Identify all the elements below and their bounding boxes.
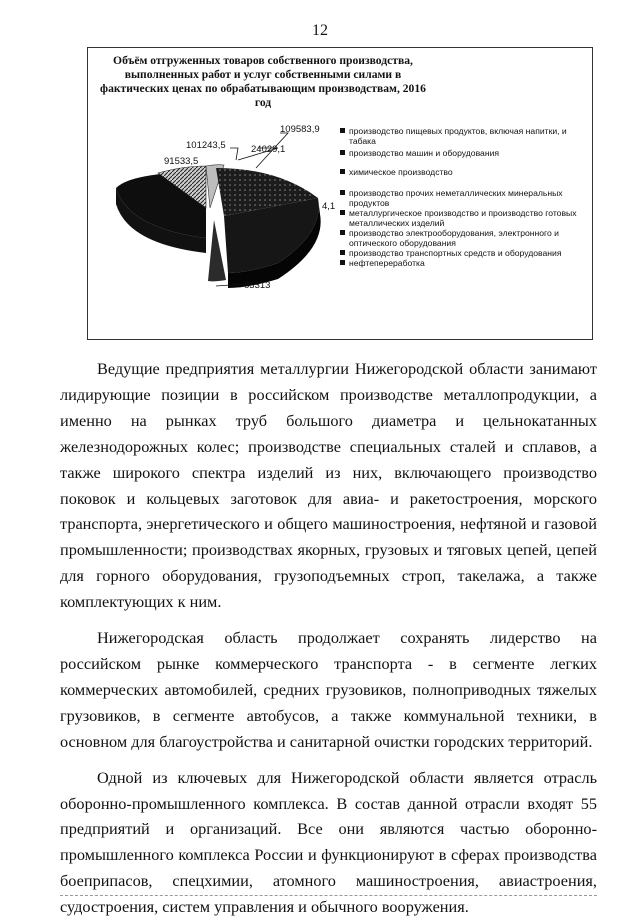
leader-line bbox=[230, 148, 238, 160]
legend-label: производство машин и оборудования bbox=[349, 148, 500, 158]
legend-marker bbox=[340, 150, 345, 155]
document-body bbox=[60, 356, 597, 920]
paragraph: Одной из ключевых для Нижегородской области является отрасль оборонно-промышленного комплекса. В состав данной отрасли входят 55 предприятий и организаций. Все они являются частью оборонно-промышленного комплекса России и функционируют в сферах производства боеприпасов, спецхимии, атомного машиностроения, авиастроения, судостроения, систем управления и обычного вооружения. bbox=[60, 767, 597, 917]
data-label: 101243,5 bbox=[186, 140, 226, 151]
legend-marker bbox=[340, 250, 345, 255]
pie-chart bbox=[87, 47, 593, 340]
legend-item bbox=[340, 188, 590, 208]
chart-legend bbox=[340, 126, 590, 274]
legend-label: металлургическое производство и производство готовых металлических изделий bbox=[349, 208, 577, 228]
legend-marker bbox=[340, 190, 345, 195]
page-number: 12 bbox=[312, 22, 328, 39]
data-label: 109583,9 bbox=[280, 124, 320, 135]
legend-item bbox=[340, 228, 590, 248]
data-label: 91533,5 bbox=[164, 156, 199, 167]
legend-item bbox=[340, 126, 590, 146]
chart-title-line: фактических ценах по обрабатывающим производствам, 2016 bbox=[100, 82, 426, 95]
legend-marker bbox=[340, 128, 345, 133]
data-label: 83313 bbox=[244, 280, 271, 291]
legend-marker bbox=[340, 230, 345, 235]
legend-item bbox=[340, 258, 590, 268]
legend-label: производство электрооборудования, электронного и оптического оборудования bbox=[349, 228, 559, 248]
page-bottom-edge bbox=[60, 895, 597, 896]
legend-marker bbox=[340, 169, 345, 174]
legend-item bbox=[340, 148, 590, 158]
legend-item bbox=[340, 248, 590, 258]
pie-slice-bottom bbox=[208, 220, 226, 281]
chart-title-line: год bbox=[254, 96, 272, 109]
data-label: 24029,1 bbox=[251, 144, 286, 155]
legend-item bbox=[340, 167, 590, 177]
legend-marker bbox=[340, 210, 345, 215]
chart-title-line: выполненных работ и услуг собственными силами в bbox=[124, 68, 402, 81]
legend-item bbox=[340, 208, 590, 228]
chart-title-line: Объём отгруженных товаров собственного производства, bbox=[113, 54, 413, 67]
legend-label: производство транспортных средств и оборудования bbox=[349, 248, 562, 258]
legend-label: производство пищевых продуктов, включая напитки, и табака bbox=[349, 126, 567, 146]
legend-label: нефтепереработка bbox=[349, 258, 425, 268]
legend-marker bbox=[340, 260, 345, 265]
paragraph: Ведущие предприятия металлургии Нижегородской области занимают лидирующие позиции в российском производстве металлопродукции, а именно на рынках труб большого диаметра и цельнокатанных железнодорожных колес; производстве специальных сталей и сплавов, а также широкого спектра изделий из них, включающего производство поковок и кольцевых заготовок для авиа- и ракетостроения, морского транспорта, энергетического и общего машиностроения, нефтяной и газовой промышленности; производствах якорных, грузовых и тяговых цепей, цепей для горного оборудования, грузоподъемных строп, такелажа, а также комплектующих к ним. bbox=[60, 359, 597, 612]
legend-label: производство прочих неметаллических минеральных продуктов bbox=[349, 188, 563, 208]
data-label: 4,1 bbox=[322, 201, 336, 212]
paragraph: Нижегородская область продолжает сохранять лидерство на российском рынке коммерческого транспорта - в сегменте легких коммерческих автомобилей, средних грузовиков, полноприводных тяжелых грузовиков, в сегменте автобусов, а также коммунальной техники, в основном для благоустройства и санитарной очистки городских территорий. bbox=[60, 628, 597, 751]
legend-label: химическое производство bbox=[349, 167, 453, 177]
